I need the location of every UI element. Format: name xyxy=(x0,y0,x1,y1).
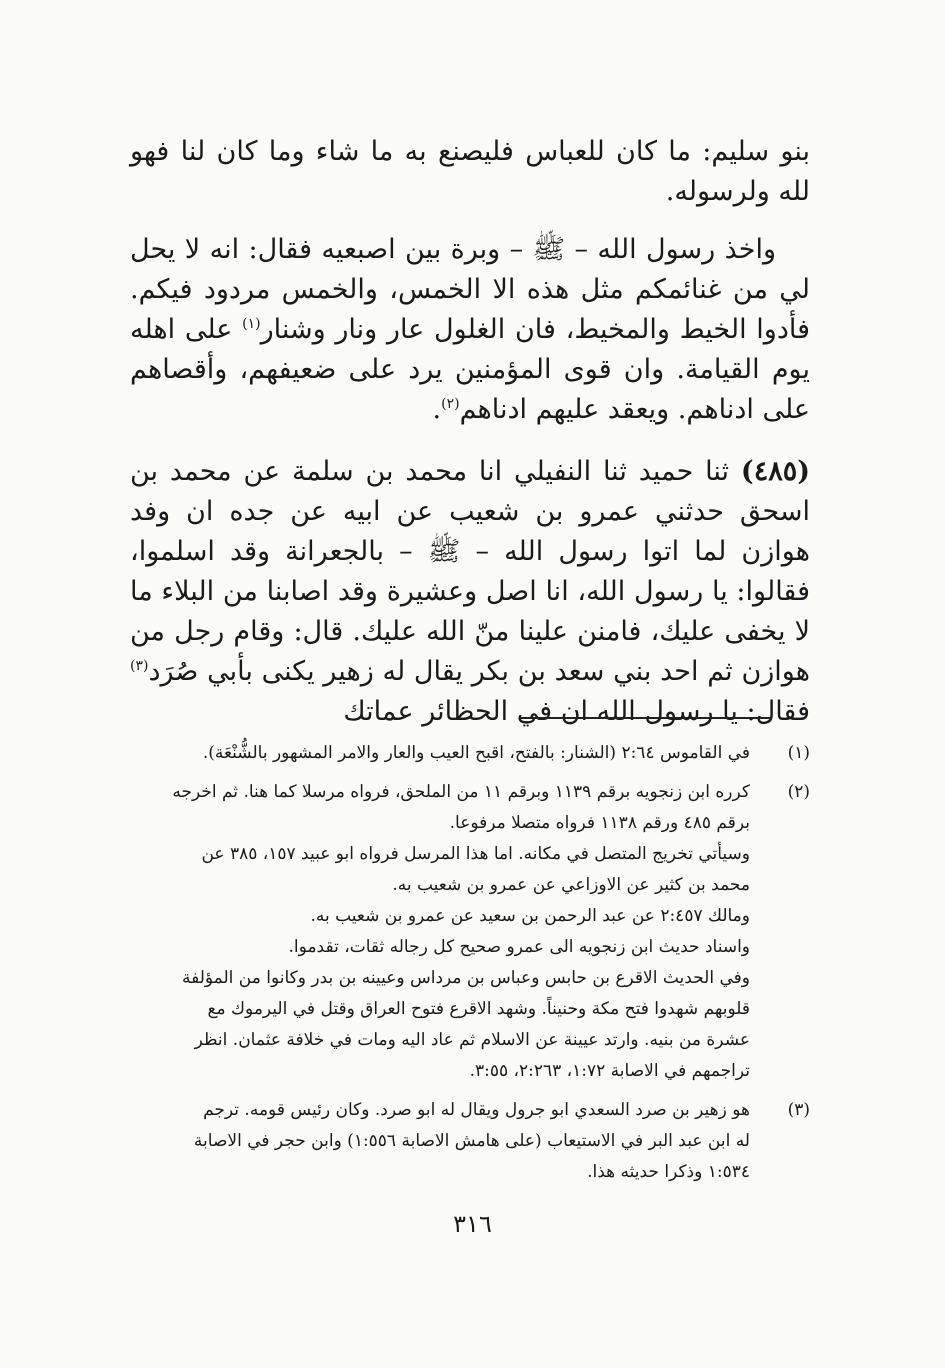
paragraph-2 xyxy=(130,230,810,430)
footnotes xyxy=(130,738,810,1196)
footnote-3 xyxy=(130,1095,810,1188)
footnote-line: عشرة من بنيه. وارتد عيينة عن الاسلام ثم عاد اليه ومات في خلافة عثمان. انظر xyxy=(194,1030,750,1050)
footnote-1 xyxy=(130,738,810,769)
paragraph-2-text-c: . xyxy=(432,394,442,425)
hadith-number: (٤٨٥) xyxy=(740,456,810,487)
footnote-line: وسيأتي تخريج المتصل في مكانه. اما هذا المرسل فرواه ابو عبيد ١٥٧، ٣٨٥ عن xyxy=(201,844,750,864)
footnote-ref-3[interactable]: (٣) xyxy=(130,658,149,674)
footnote-line: هو زهير بن صرد السعدي ابو جرول ويقال له ابو صرد. وكان رئيس قومه. ترجم xyxy=(203,1100,750,1120)
footnote-number: (٢) xyxy=(787,782,810,802)
footnote-line: وفي الحديث الاقرع بن حابس وعباس بن مرداس وعيينه بن بدر وكانوا من المؤلفة xyxy=(182,968,750,988)
footnote-line: قلوبهم شهدوا فتح مكة وحنيناً. وشهد الاقرع فتوح العراق وقتل في اليرموك مع xyxy=(207,999,750,1019)
footnote-line: محمد بن كثير عن الاوزاعي عن عمرو بن شعيب به. xyxy=(392,875,750,895)
paragraph-2-text-a: واخذ رسول الله – ﷺ – وبرة بين اصبعيه فقال: انه لا يحل لي من غنائمكم مثل هذه الا الخمس، والخمس مردود فيكم. فأدوا الخيط والمخيط، فان الغلول عار ونار وشنار xyxy=(130,234,810,345)
footnote-ref-2[interactable]: (٢) xyxy=(441,396,460,412)
footnote-line: برقم ٤٨٥ ورقم ١١٣٨ فرواه متصلا مرفوعا. xyxy=(449,813,750,833)
footnote-line: واسناد حديث ابن زنجويه الى عمرو صحيح كل رجاله ثقات، تقدموا. xyxy=(288,937,750,957)
page-number: ٣١٦ xyxy=(453,1210,492,1238)
footnote-separator xyxy=(520,717,772,719)
paragraph-3 xyxy=(130,452,810,732)
footnote-line: له ابن عبد البر في الاستيعاب (على هامش الاصابة ١:٥٥٦) وابن حجر في الاصابة xyxy=(193,1131,750,1151)
paragraph-1: بنو سليم: ما كان للعباس فليصنع به ما شاء وما كان لنا فهو لله ولرسوله. xyxy=(130,136,810,207)
footnote-line: كرره ابن زنجويه برقم ١١٣٩ وبرقم ١١ من الملحق، فرواه مرسلا كما هنا. ثم اخرجه xyxy=(172,782,750,802)
footnote-line: تراجمهم في الاصابة ١:٧٢، ٢:٢٦٣، ٣:٥٥. xyxy=(469,1061,750,1081)
footnote-line: ١:٥٣٤ وذكرا حديثه هذا. xyxy=(587,1162,750,1182)
footnote-2 xyxy=(130,777,810,1087)
paragraph-3-text-a: ثنا حميد ثنا النفيلي انا محمد بن سلمة عن محمد بن اسحق حدثني عمرو بن شعيب عن ابيه عن جده ان وفد هوازن لما اتوا رسول الله – ﷺ – بالجعرانة وقد اسلموا، فقالوا: يا رسول الله، انا اصل وعشيرة وقد اصابنا من البلاء ما لا يخفى عليك، فامنن علينا منّ الله عليك. قال: وقام رجل من هوازن ثم احد بني سعد بن بكر يقال له زهير يكنى بأبي صُرَد xyxy=(130,456,810,687)
footnote-number: (١) xyxy=(787,743,810,763)
footnote-number: (٣) xyxy=(787,1100,810,1120)
main-text xyxy=(130,132,810,732)
paragraph-3-text-b: فقال: يا رسول الله ان في الحظائر عماتك xyxy=(343,696,810,727)
footnote-ref-1[interactable]: (١) xyxy=(242,316,261,332)
footnote-line: في القاموس ٢:٦٤ (الشنار: بالفتح، اقبح العيب والعار والامر المشهور بالشُّنْعَة). xyxy=(202,743,750,763)
paragraph-2-text-b: على اهله يوم القيامة. وان قوى المؤمنين يرد على ضعيفهم، وأقصاهم على ادناهم. ويعقد عليهم ادناهم xyxy=(130,314,810,425)
footnote-line: ومالك ٢:٤٥٧ عن عبد الرحمن بن سعيد عن عمرو بن شعيب به. xyxy=(310,906,750,926)
